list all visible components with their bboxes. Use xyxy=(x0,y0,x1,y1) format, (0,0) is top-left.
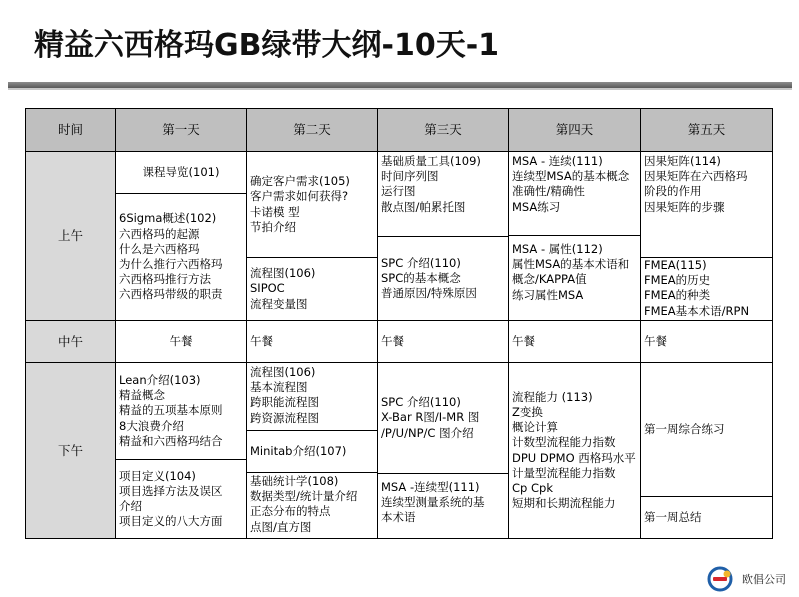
cell-line: 散点图/帕累托图 xyxy=(381,199,466,214)
day3-morning-1 xyxy=(377,151,509,237)
cell-line: 午餐 xyxy=(644,333,667,348)
cell-line: 六西格玛推行方法 xyxy=(119,272,211,287)
cell-line: 正态分布的特点 xyxy=(250,504,331,519)
day4-morning-2 xyxy=(508,235,641,321)
cell-line: 精益的五项基本原则 xyxy=(119,403,223,418)
day3-lunch xyxy=(377,320,509,363)
cell-line: 本术语 xyxy=(381,510,416,525)
header-day5: 第五天 xyxy=(640,108,773,152)
period-afternoon: 下午 xyxy=(25,362,116,539)
cell-line: 基本流程图 xyxy=(250,380,308,395)
cell-line: 午餐 xyxy=(250,333,273,348)
cell-line: FMEA的历史 xyxy=(644,273,711,288)
cell-line: 第一周综合练习 xyxy=(644,421,725,436)
cell-line: SPC的基本概念 xyxy=(381,270,461,285)
cell-line: 为什么推行六西格玛 xyxy=(119,257,223,271)
header-day1: 第一天 xyxy=(115,108,247,152)
day1-morning-1 xyxy=(115,151,247,194)
period-morning: 上午 xyxy=(25,151,116,321)
cell-line: 连续型测量系统的基 xyxy=(381,495,485,510)
cell-line: 基础统计学(108) xyxy=(250,474,339,488)
cell-line: 准确性/精确性 xyxy=(512,184,585,199)
company-name: 欧倡公司 xyxy=(742,573,786,586)
cell-line: 因果矩阵在六西格玛 xyxy=(644,169,748,184)
cell-line: 短期和长期流程能力 xyxy=(512,496,616,511)
cell-line: FMEA(115) xyxy=(644,258,707,272)
day2-afternoon-1 xyxy=(246,362,378,431)
cell-line: 数据类型/统计量介绍 xyxy=(250,489,358,504)
cell-line: X-Bar R图/I-MR 图 xyxy=(381,410,480,425)
day2-morning-2 xyxy=(246,257,378,321)
cell-line: /P/U/NP/C 图介绍 xyxy=(381,425,474,440)
cell-line: 运行图 xyxy=(381,184,416,199)
day5-morning-2 xyxy=(640,257,773,321)
cell-line: 流程变量图 xyxy=(250,296,308,311)
cell-line: 基础质量工具(109) xyxy=(381,154,481,168)
cell-line: 时间序列图 xyxy=(381,169,439,184)
day2-afternoon-2 xyxy=(246,430,378,473)
day5-lunch xyxy=(640,320,773,363)
day4-morning-1 xyxy=(508,151,641,236)
cell-line: 午餐 xyxy=(169,333,193,348)
cell-line: 6Sigma概述(102) xyxy=(119,211,217,226)
day5-afternoon-2 xyxy=(640,496,773,539)
period-noon: 中午 xyxy=(25,320,116,363)
cell-line: 跨资源流程图 xyxy=(250,410,319,425)
schedule-table xyxy=(25,108,773,539)
header-day2: 第二天 xyxy=(246,108,378,152)
cell-line: 计量型流程能力指数 xyxy=(512,465,616,480)
cell-line: 项目选择方法及误区 xyxy=(119,483,223,498)
cell-line: MSA - 连续(111) xyxy=(512,154,603,168)
cell-line: 确定客户需求(105) xyxy=(250,174,350,189)
cell-line: 节拍介绍 xyxy=(250,219,296,234)
header-day4: 第四天 xyxy=(508,108,641,152)
cell-line: 午餐 xyxy=(512,333,535,348)
day2-afternoon-3 xyxy=(246,472,378,539)
cell-line: 普通原因/特殊原因 xyxy=(381,286,477,301)
cell-line: 精益概念 xyxy=(119,388,165,403)
day3-morning-2 xyxy=(377,236,509,321)
day1-lunch xyxy=(115,320,247,363)
cell-line: 属性MSA的基本术语和 xyxy=(512,257,630,272)
cell-line: DPU DPMO 西格玛水平 xyxy=(512,450,636,465)
cell-line: 阶段的作用 xyxy=(644,184,702,199)
cell-line: Z变换 xyxy=(512,404,543,419)
cell-line: 项目定义的八大方面 xyxy=(119,514,223,529)
cell-line: 因果矩阵的步骤 xyxy=(644,199,725,214)
cell-line: 计数型流程能力指数 xyxy=(512,435,616,450)
day3-afternoon-1 xyxy=(377,362,509,474)
cell-line: MSA -连续型(111) xyxy=(381,480,480,494)
cell-line: Minitab介绍(107) xyxy=(250,443,347,458)
cell-line: 流程能力 (113) xyxy=(512,389,593,404)
cell-line: SPC 介绍(110) xyxy=(381,255,461,270)
cell-line: 8大浪费介绍 xyxy=(119,418,184,433)
title-underline-shadow xyxy=(8,88,792,90)
cell-line: 项目定义(104) xyxy=(119,468,196,483)
cell-line: 概念/KAPPA值 xyxy=(512,272,587,287)
cell-line: 课程导览(101) xyxy=(142,164,220,179)
day2-morning-1 xyxy=(246,151,378,258)
day2-lunch xyxy=(246,320,378,363)
cell-line: 流程图(106) xyxy=(250,365,316,379)
day5-morning-1 xyxy=(640,151,773,258)
cell-line: 连续型MSA的基本概念 xyxy=(512,169,630,184)
header-time: 时间 xyxy=(25,108,116,152)
cell-line: 六西格玛的起源 xyxy=(119,226,200,241)
cell-line: 客户需求如何获得? xyxy=(250,189,349,204)
cell-line: 精益和六西格玛结合 xyxy=(119,433,223,448)
cell-line: 流程图(106) xyxy=(250,266,316,281)
day4-lunch xyxy=(508,320,641,363)
header-day3: 第三天 xyxy=(377,108,509,152)
cell-line: MSA练习 xyxy=(512,199,561,214)
cell-line: 练习属性MSA xyxy=(512,287,584,302)
cell-line: FMEA的种类 xyxy=(644,288,711,303)
company-logo-icon xyxy=(705,566,735,592)
cell-line: 点图/直方图 xyxy=(250,519,312,534)
cell-line: 六西格玛带级的职责 xyxy=(119,287,223,302)
cell-line: 因果矩阵(114) xyxy=(644,154,721,168)
day1-morning-2 xyxy=(115,193,247,321)
cell-line: 卡诺模 型 xyxy=(250,204,300,219)
day1-afternoon-1 xyxy=(115,362,247,460)
cell-line: Cp Cpk xyxy=(512,480,553,495)
day4-afternoon-1 xyxy=(508,362,641,539)
day1-afternoon-2 xyxy=(115,459,247,539)
cell-line: 概论计算 xyxy=(512,420,558,435)
cell-line: 介绍 xyxy=(119,499,142,513)
cell-line: FMEA基本术语/RPN xyxy=(644,303,750,318)
cell-line: Lean介绍(103) xyxy=(119,372,201,387)
day3-afternoon-2 xyxy=(377,473,509,539)
cell-line: 第一周总结 xyxy=(644,509,702,524)
cell-line: SPC 介绍(110) xyxy=(381,395,461,410)
day5-afternoon-1 xyxy=(640,362,773,497)
cell-line: 跨职能流程图 xyxy=(250,395,319,410)
cell-line: 什么是六西格玛 xyxy=(119,241,200,256)
cell-line: 午餐 xyxy=(381,333,404,348)
page-title: 精益六西格玛GB绿带大纲-10天-1 xyxy=(34,28,500,63)
cell-line: SIPOC xyxy=(250,281,285,296)
cell-line: MSA - 属性(112) xyxy=(512,242,603,256)
